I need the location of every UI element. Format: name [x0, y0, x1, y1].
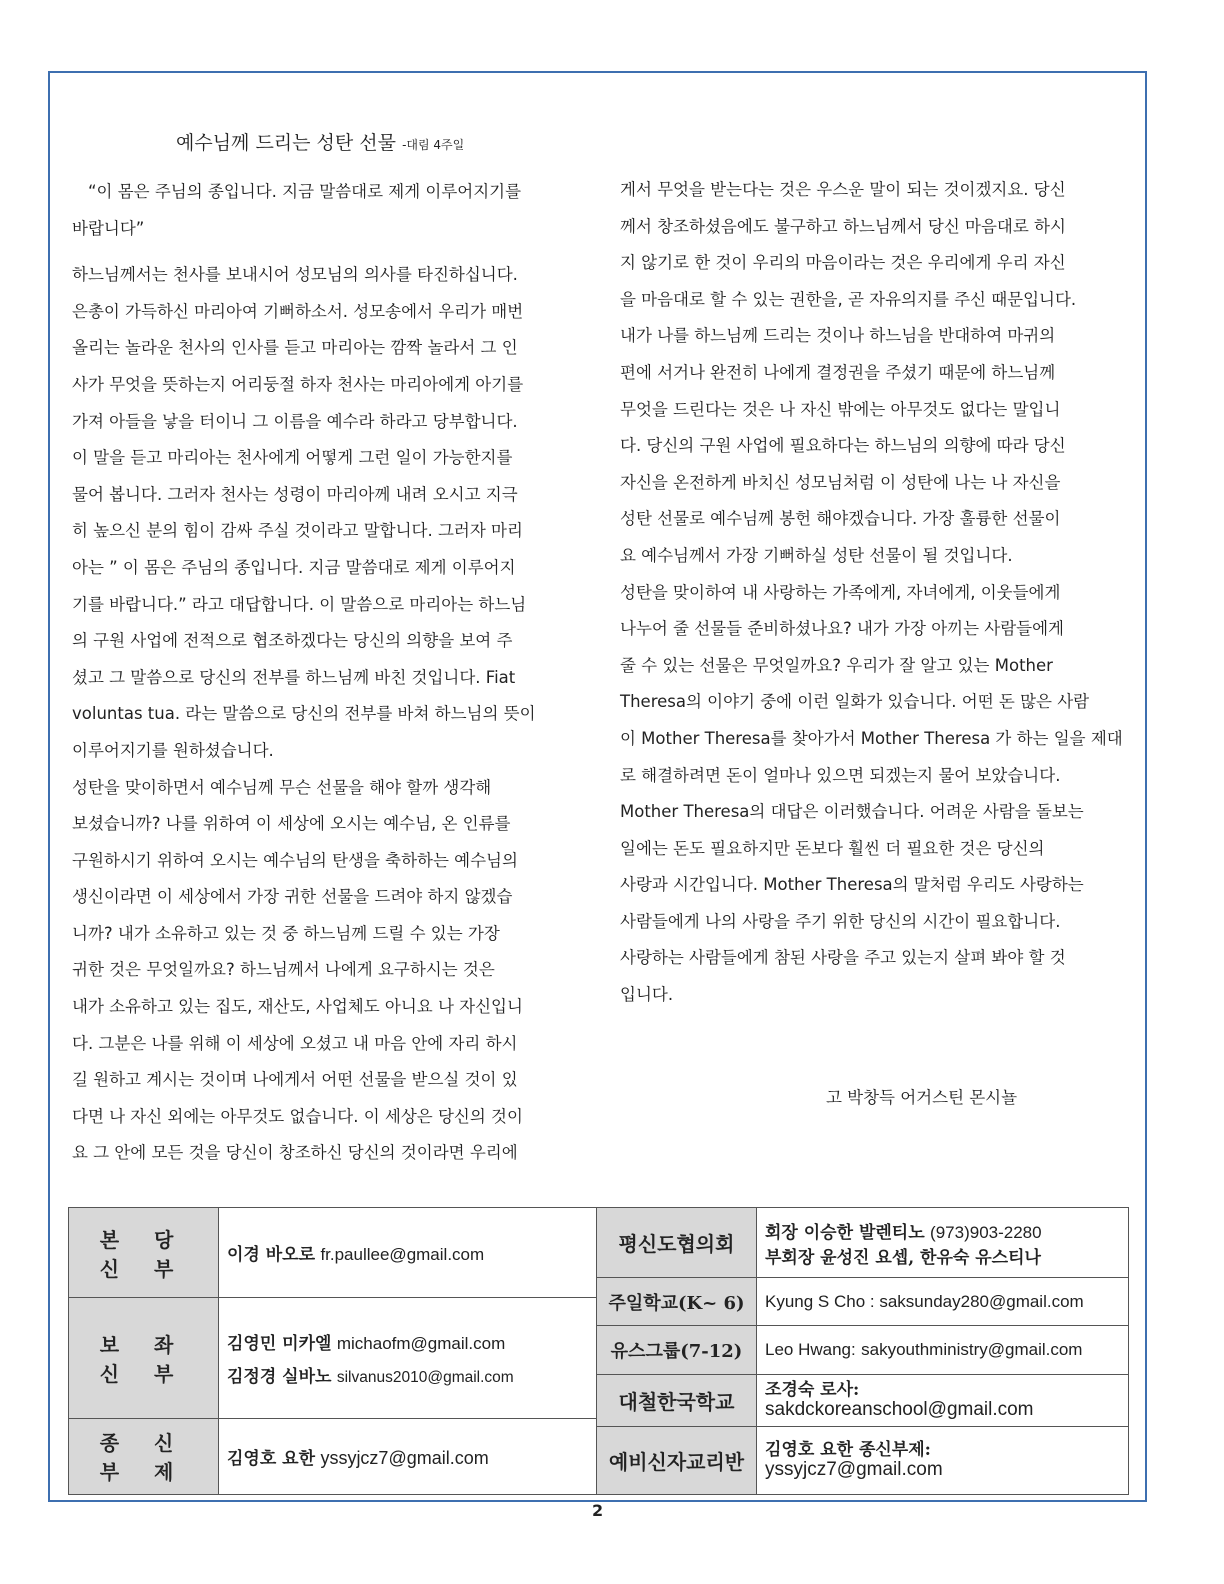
pastor-label: 본 당 신 부: [69, 1208, 219, 1298]
youth-label: 유스그룹(7-12): [597, 1326, 757, 1374]
council-phone: (973)903-2280: [930, 1222, 1042, 1242]
text-line: 셨고 그 말씀으로 당신의 전부를 하느님께 바친 것입니다. Fiat: [72, 667, 516, 687]
body-paragraph: [620, 172, 1134, 1014]
youth-email[interactable]: sakyouthministry@gmail.com: [861, 1339, 1083, 1359]
text-line: 내가 소유하고 있는 집도, 재산도, 사업체도 아니요 나 자신입니: [72, 997, 523, 1017]
text-line: 지 않기로 한 것이 우리의 마음이라는 것은 우리에게 우리 자신: [620, 253, 1066, 273]
assistant-priest-email[interactable]: silvanus2010@gmail.com: [336, 1368, 514, 1386]
text-line: 은총이 가득하신 마리아여 기뻐하소서. 성모송에서 우리가 매번: [72, 301, 524, 321]
text-line: 사가 무엇을 뜻하는지 어리둥절 하자 천사는 마리아에게 아기를: [72, 374, 524, 394]
pastor-name: 이경 바오로: [227, 1245, 316, 1266]
text-line: 이 말을 듣고 마리아는 천사에게 어떻게 그런 일이 가능한지를: [72, 448, 513, 468]
text-line: 나누어 줄 선물들 준비하셨나요? 내가 가장 아끼는 사람들에게: [620, 619, 1064, 639]
text-line: 편에 서거나 완전히 나에게 결정권을 주셨기 때문에 하느님께: [620, 362, 1056, 382]
assistant-priest-name: 김정경 실바노: [227, 1366, 332, 1387]
text-line: 성탄을 맞이하면서 예수님께 무슨 선물을 해야 할까 생각해: [72, 777, 492, 797]
text-line: 사랑과 시간입니다. Mother Theresa의 말처럼 우리도 사랑하는: [620, 875, 1084, 895]
deacon-name: 김영호 요한: [227, 1448, 316, 1469]
catechumen-name: 김영호 요한 종신부제:: [765, 1440, 931, 1461]
text-line: 내가 나를 하느님께 드리는 것이나 하느님을 반대하여 마귀의: [620, 326, 1056, 346]
text-line: 귀한 것은 무엇일까요? 하느님께서 나에게 요구하시는 것은: [72, 960, 495, 980]
catechumen-email[interactable]: yssyjcz7@gmail.com: [765, 1459, 943, 1481]
deacon-email[interactable]: yssyjcz7@gmail.com: [320, 1447, 489, 1468]
text-line: 이루어지기를 원하셨습니다.: [72, 740, 274, 760]
text-line: 다. 그분은 나를 위해 이 세상에 오셨고 내 마음 안에 자리 하시: [72, 1033, 518, 1053]
text-line: 무엇을 드린다는 것은 나 자신 밖에는 아무것도 없다는 말입니: [620, 399, 1061, 419]
text-line: 사랑하는 사람들에게 참된 사랑을 주고 있는지 살펴 봐야 할 것: [620, 948, 1066, 968]
korean-school-label: 대철한국학교: [597, 1374, 757, 1426]
deacon-value: [219, 1418, 597, 1494]
text-line: 물어 봅니다. 그러자 천사는 성령이 마리아께 내려 오시고 지극: [72, 484, 518, 504]
text-line: 께서 창조하셨음에도 불구하고 하느님께서 당신 마음대로 하시: [620, 216, 1066, 236]
opening-quote: [72, 174, 582, 247]
catechumen-label: 예비신자교리반: [597, 1426, 757, 1494]
korean-school-value: [757, 1374, 1129, 1426]
text-line: 보셨습니까? 나를 위하여 이 세상에 오시는 예수님, 온 인류를: [72, 814, 511, 834]
council-vice-presidents: 부회장 윤성진 요셉, 한유숙 유스티나: [765, 1247, 1041, 1268]
text-line: voluntas tua. 라는 말씀으로 당신의 전부를 바쳐 하느님의 뜻이: [72, 704, 536, 724]
text-line: 의 구원 사업에 전적으로 협조하겠다는 당신의 의향을 보여 주: [72, 631, 513, 651]
council-label: 평신도협의회: [597, 1208, 757, 1278]
youth-contact-name: Leo Hwang:: [765, 1339, 856, 1359]
author-signature: 고 박창득 어거스틴 몬시뇰: [826, 1088, 1018, 1107]
text-line: 이 Mother Theresa를 찾아가서 Mother Theresa 가 하는 일을 제대: [620, 728, 1123, 748]
council-value: [757, 1208, 1129, 1278]
korean-school-email[interactable]: sakdckoreanschool@gmail.com: [765, 1399, 1034, 1421]
text-line: 길 원하고 계시는 것이며 나에게서 어떤 선물을 받으실 것이 있: [72, 1070, 518, 1090]
text-line: 성탄을 맞이하여 내 사랑하는 가족에게, 자녀에게, 이웃들에게: [620, 582, 1061, 602]
article-subtitle: -대림 4주일: [402, 138, 465, 152]
assistant-priest-email[interactable]: michaofm@gmail.com: [336, 1333, 506, 1353]
article-title: [176, 128, 464, 155]
text-line: 로 해결하려면 돈이 얼마나 있으면 되겠는지 물어 보았습니다.: [620, 765, 1061, 785]
text-line: 요 그 안에 모든 것을 당신이 창조하신 당신의 것이라면 우리에: [72, 1143, 518, 1163]
sunday-school-label: 주일학교(K~ 6): [597, 1278, 757, 1326]
page-number: 2: [592, 1501, 604, 1520]
text-line: 생신이라면 이 세상에서 가장 귀한 선물을 드려야 하지 않겠습: [72, 887, 513, 907]
youth-value: [757, 1326, 1129, 1374]
article-right-column: [620, 172, 1134, 1014]
council-president: 회장 이승한 발렌티노: [765, 1222, 925, 1243]
text-line: 요 예수님께서 가장 기뻐하실 성탄 선물이 될 것입니다.: [620, 545, 1013, 565]
text-line: 을 마음대로 할 수 있는 권한을, 곧 자유의지를 주신 때문입니다.: [620, 289, 1077, 309]
assistant-label: 보 좌 신 부: [69, 1298, 219, 1418]
text-line: 줄 수 있는 선물은 무엇일까요? 우리가 잘 알고 있는 Mother: [620, 655, 1053, 675]
text-line: “이 몸은 주님의 종입니다. 지금 말씀대로 제게 이루어지기를: [88, 182, 522, 201]
catechumen-value: [757, 1426, 1129, 1494]
text-line: 가져 아들을 낳을 터이니 그 이름을 예수라 하라고 당부합니다.: [72, 411, 518, 431]
article-title-text: 예수님께 드리는 성탄 선물: [176, 132, 397, 154]
sunday-school-value: Kyung S Cho : saksunday280@gmail.com: [757, 1278, 1129, 1326]
assistant-priest-name: 김영민 미카엘: [227, 1333, 332, 1354]
text-line: 하느님께서는 천사를 보내시어 성모님의 의사를 타진하십니다.: [72, 265, 518, 285]
text-line: 다면 나 자신 외에는 아무것도 없습니다. 이 세상은 당신의 것이: [72, 1106, 523, 1126]
text-line: 일에는 돈도 필요하지만 돈보다 훨씬 더 필요한 것은 당신의: [620, 838, 1045, 858]
body-paragraph: [72, 257, 582, 1172]
assistant-value: [219, 1298, 597, 1418]
text-line: 니까? 내가 소유하고 있는 것 중 하느님께 드릴 수 있는 가장: [72, 923, 500, 943]
text-line: 사람들에게 나의 사랑을 주기 위한 당신의 시간이 필요합니다.: [620, 911, 1061, 931]
article-left-column: [72, 174, 582, 1172]
text-line: 입니다.: [620, 985, 674, 1005]
korean-school-name: 조경숙 로사:: [765, 1380, 860, 1401]
text-line: 바랍니다”: [72, 218, 145, 238]
pastor-value: [219, 1208, 597, 1298]
parish-directory-table: [68, 1207, 1129, 1495]
text-line: 아는 ” 이 몸은 주님의 종입니다. 지금 말씀대로 제게 이루어지: [72, 557, 516, 577]
text-line: 성탄 선물로 예수님께 봉헌 해야겠습니다. 가장 훌륭한 선물이: [620, 509, 1061, 529]
text-line: 구원하시기 위하여 오시는 예수님의 탄생을 축하하는 예수님의: [72, 850, 518, 870]
text-line: 다. 당신의 구원 사업에 필요하다는 하느님의 의향에 따라 당신: [620, 436, 1066, 456]
text-line: 히 높으신 분의 힘이 감싸 주실 것이라고 말합니다. 그러자 마리: [72, 521, 523, 541]
deacon-label: 종 신 부 제: [69, 1418, 219, 1494]
text-line: Mother Theresa의 대답은 이러했습니다. 어려운 사람을 돌보는: [620, 802, 1084, 822]
pastor-email[interactable]: fr.paullee@gmail.com: [320, 1245, 485, 1265]
text-line: 자신을 온전하게 바치신 성모님처럼 이 성탄에 나는 나 자신을: [620, 472, 1061, 492]
table-row: [69, 1208, 1129, 1278]
text-line: Theresa의 이야기 중에 이런 일화가 있습니다. 어떤 돈 많은 사람: [620, 692, 1090, 712]
text-line: 게서 무엇을 받는다는 것은 우스운 말이 되는 것이겠지요. 당신: [620, 180, 1066, 199]
text-line: 올리는 놀라운 천사의 인사를 듣고 마리아는 깜짝 놀라서 그 인: [72, 338, 518, 358]
text-line: 기를 바랍니다.” 라고 대답합니다. 이 말씀으로 마리아는 하느님: [72, 594, 527, 614]
